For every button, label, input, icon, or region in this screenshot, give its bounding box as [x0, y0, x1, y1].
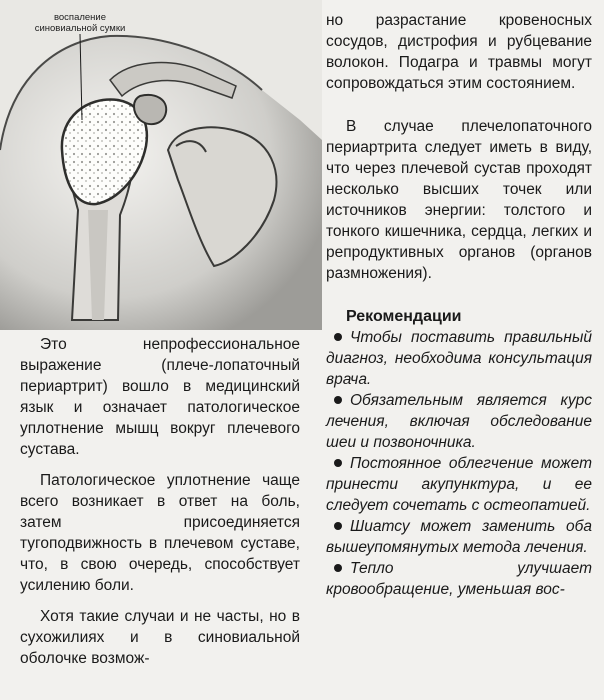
bullet-dot-icon	[334, 522, 342, 530]
paragraph: В случае плечелопаточного периартрита следует иметь в виду, что через плечевой сустав проходят несколько высших точек или источников энергии: толстого и тонкого кишечника, сердца, легких и репродуктивных органов (органов размножения).	[326, 118, 592, 282]
paragraph: Это непрофессиональное выражение (плече-лопаточный периартрит) вошло в медицинский язык и означает патологическое уплотнение мышц вокруг плечевого сустава.	[20, 336, 300, 458]
recommendation-text: Тепло улучшает кровообращение, уменьшая вос-	[326, 560, 592, 598]
recommendation-item	[326, 558, 592, 600]
bursa-callout-label	[20, 12, 140, 34]
bullet-dot-icon	[334, 459, 342, 467]
bullet-dot-icon	[334, 333, 342, 341]
recommendation-item	[326, 516, 592, 558]
bullet-dot-icon	[334, 396, 342, 404]
recommendation-item	[326, 453, 592, 516]
recommendation-text: Чтобы поставить правильный диагноз, необходима консультация врача.	[326, 329, 592, 388]
recommendation-text: Шиатсу может заменить оба вышеупомянутых метода лечения.	[326, 518, 592, 556]
paragraph: Хотя такие случаи и не часты, но в сухожилиях и в синовиальной оболочке возмож-	[20, 608, 300, 667]
left-text-column	[20, 334, 300, 669]
recommendation-text: Обязательным является курс лечения, включая обследование шеи и позвоночника.	[326, 392, 592, 451]
recommendation-item	[326, 327, 592, 390]
bullet-dot-icon	[334, 564, 342, 572]
recommendation-text: Постоянное облегчение может принести акупунктура, и ее следует сочетать с остеопатией.	[326, 455, 592, 514]
recommendations-heading: Рекомендации	[346, 308, 462, 325]
paragraph: Патологическое уплотнение чаще всего возникает в ответ на боль, затем присоединяется тугоподвижность в плечевом суставе, что, в свою очередь, способствует усилению боли.	[20, 472, 300, 594]
paragraph-continuation: но разрастание кровеносных сосудов, дистрофия и рубцевание волокон. Подагра и травмы могут сопровождаться этим состоянием.	[326, 12, 592, 92]
right-text-column	[326, 10, 592, 600]
recommendation-item	[326, 390, 592, 453]
callout-line: воспаление	[53, 12, 107, 23]
callout-line: синовиальной сумки	[34, 23, 126, 34]
shoulder-anatomy-illustration	[0, 0, 322, 330]
